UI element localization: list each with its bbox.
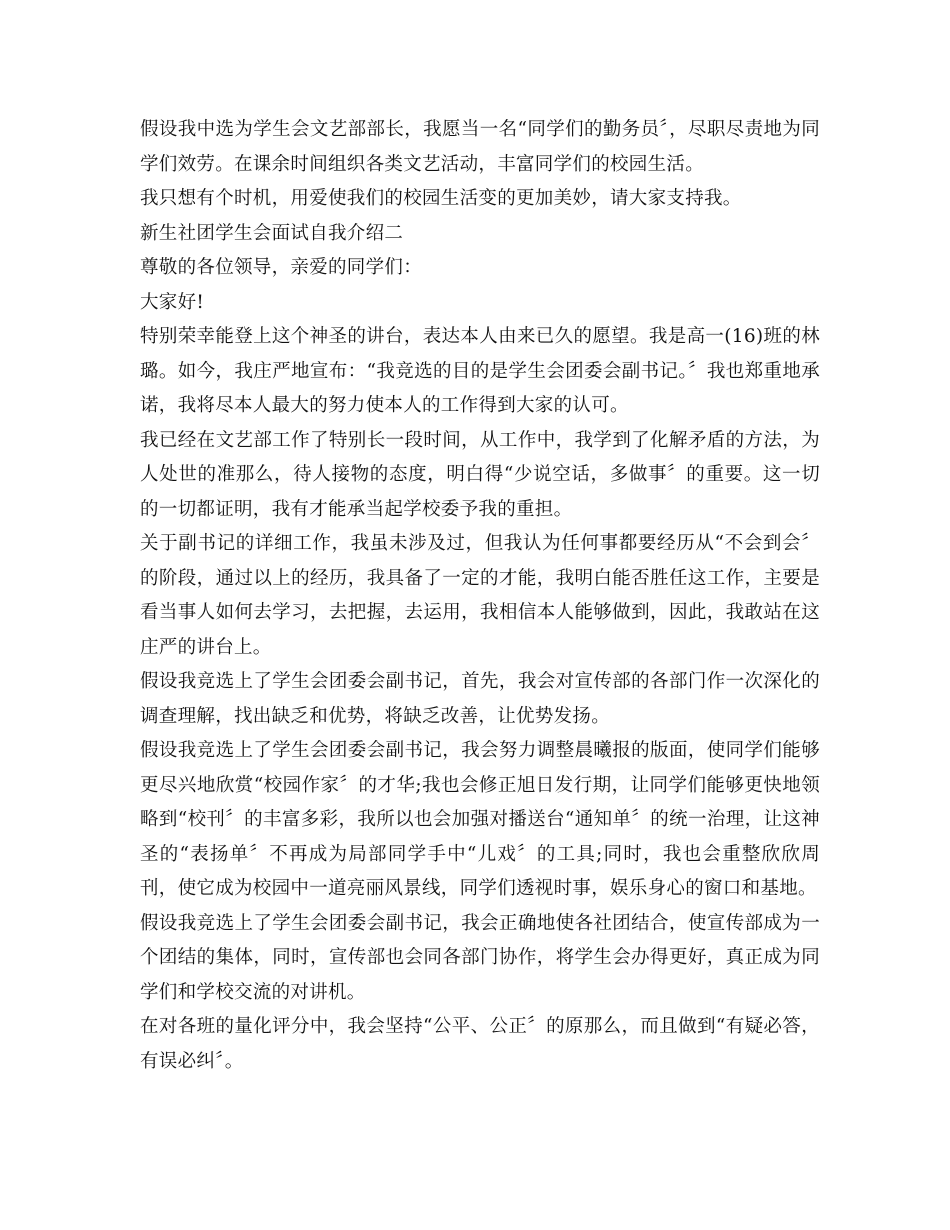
paragraph-2: 我只想有个时机，用爱使我们的校园生活变的更加美妙，请大家支持我。	[140, 188, 742, 209]
paragraph-1: 假设我中选为学生会文艺部部长，我愿当一名“同学们的勤务员〞，尽职尽责地为同学们效劳。在课余时间组织各类文艺活动，丰富同学们的校园生活。	[140, 119, 820, 175]
paragraph-experience: 我已经在文艺部工作了特别长一段时间，从工作中，我学到了化解矛盾的方法，为人处世的准那么，待人接物的态度，明白得“少说空话，多做事〞的重要。这一切的一切都证明，我有才能承当起学校委予我的重担。	[140, 429, 820, 520]
salutation: 尊敬的各位领导，亲爱的同学们：	[140, 257, 423, 278]
document-body	[140, 113, 820, 1079]
paragraph-plan-2: 假设我竞选上了学生会团委会副书记，我会努力调整晨曦报的版面，使同学们能够更尽兴地欣赏“校园作家〞的才华;我也会修正旭日发行期，让同学们能够更快地领略到“校刊〞的丰富多彩，我所以也会加强对播送台“通知单〞的统一治理，让这神圣的“表扬单〞不再成为局部同学手中“儿戏〞的工具;同时，我也会重整欣欣周刊，使它成为校园中一道亮丽风景线，同学们透视时事，娱乐身心的窗口和基地。	[140, 740, 820, 899]
section-heading: 新生社团学生会面试自我介绍二	[140, 222, 404, 244]
greeting: 大家好!	[140, 291, 205, 313]
paragraph-plan-3: 假设我竞选上了学生会团委会副书记，我会正确地使各社团结合，使宣传部成为一个团结的集体，同时，宣传部也会同各部门协作，将学生会办得更好，真正成为同学们和学校交流的对讲机。	[140, 912, 820, 1003]
paragraph-plan-1: 假设我竞选上了学生会团委会副书记，首先，我会对宣传部的各部门作一次深化的调查理解，找出缺乏和优势，将缺乏改善，让优势发扬。	[140, 671, 820, 727]
paragraph-intro: 特别荣幸能登上这个神圣的讲台，表达本人由来已久的愿望。我是高一(16)班的林璐。如今，我庄严地宣布：“我竞选的目的是学生会团委会副书记。〞我也郑重地承诺，我将尽本人最大的努力使本人的工作得到大家的认可。	[140, 326, 820, 416]
paragraph-ability: 关于副书记的详细工作，我虽未涉及过，但我认为任何事都要经历从“不会到会〞的阶段，通过以上的经历，我具备了一定的才能，我明白能否胜任这工作，主要是看当事人如何去学习，去把握，去运用，我相信本人能够做到，因此，我敢站在这庄严的讲台上。	[140, 533, 820, 658]
paragraph-plan-4: 在对各班的量化评分中，我会坚持“公平、公正〞的原那么，而且做到“有疑必答，有误必纠〞。	[140, 1016, 820, 1072]
